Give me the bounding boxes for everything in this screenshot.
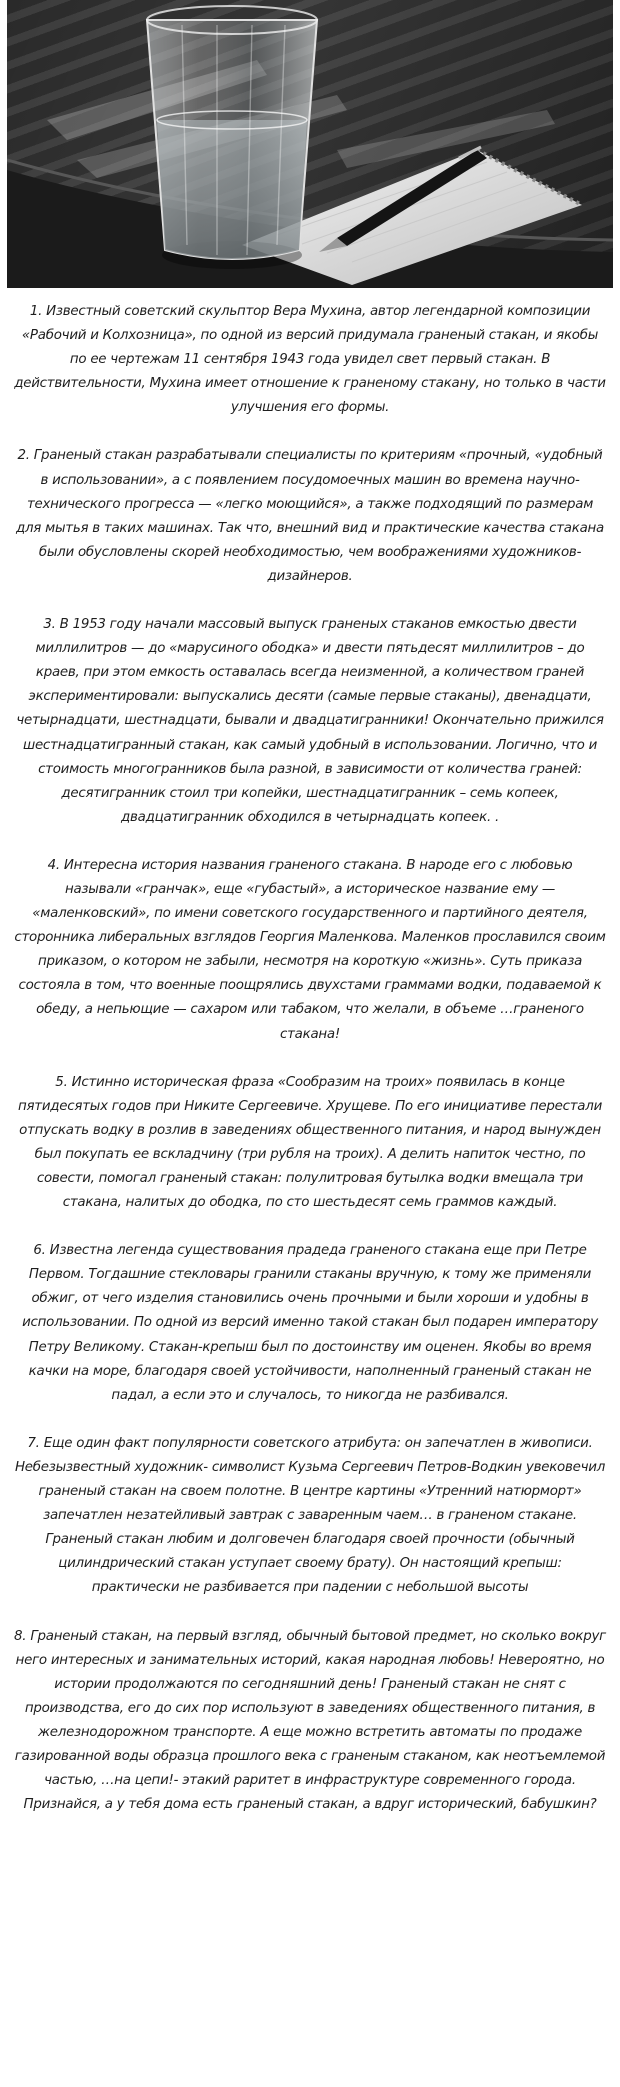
article-text: [14, 300, 606, 1817]
paragraph-2: 2. Граненый стакан разрабатывали специалисты по критериям «прочный, «удобный в использовании», а с появлением посудомоечных машин во времена научно-технического прогресса — «легко моющийся», а также подходящий по размерам для мытья в таких машинах. Так что, внешний вид и практические качества стакана были обусловлены скорей необходимостью, чем воображениями художников-дизайнеров.: [15, 448, 605, 584]
paragraph-8: 8. Граненый стакан, на первый взгляд, обычный бытовой предмет, но сколько вокруг него интересных и занимательных историй, какая народная любовь! Невероятно, но истории продолжаются по сегодняшний день! Граненый стакан не снят с производства, его до сих пор используют в заведениях общественного питания, в железнодорожном транспорте. А еще можно встретить автоматы по продаже газированной воды образца прошлого века с граненым стаканом, как неотъемлемой частью, …на цепи!- этакий раритет в инфраструктуре современного города. Признайся, а у тебя дома есть граненый стакан, а вдруг исторический, бабушкин?: [14, 1628, 606, 1813]
glass-illustration: [7, 0, 613, 288]
paragraph-3: 3. В 1953 году начали массовый выпуск граненых стаканов емкостью двести миллилитров — до «марусиного ободка» и двести пятьдесят миллилитров – до краев, при этом емкость оставалась всегда неизменной, а количеством граней экспериментировали: выпускались десяти (самые первые стаканы), двенадцати, четырнадцати, шестнадцати, бывали и двадцатигранники! Окончательно прижился шестнадцатигранный стакан, как самый удобный в использовании. Логично, что и стоимость многогранников была разной, в зависимости от количества граней: десятигранник стоил три копейки, шестнадцатигранник – семь копеек, двадцатигранник обходился в четырнадцать копеек. .: [16, 617, 604, 825]
paragraph-6: 6. Известна легенда существования прадеда граненого стакана еще при Петре Первом. Тогдашние стекловары гранили стаканы вручную, к тому же применяли обжиг, от чего изделия становились очень прочными и были хороши и удобны в использовании. По одной из версий именно такой стакан был подарен императору Петру Великому. Стакан-крепыш был по достоинству им оценен. Якобы во время качки на море, благодаря своей устойчивости, наполненный граненый стакан не падал, а если это и случалось, то никогда не разбивался.: [22, 1243, 598, 1403]
paragraph-5: 5. Истинно историческая фраза «Сообразим на троих» появилась в конце пятидесятых годов при Никите Сергеевиче. Хрущеве. По его инициативе перестали отпускать водку в розлив в заведениях общественного питания, и народ вынужден был покупать ее вскладчину (три рубля на троих). А делить напиток честно, по совести, помогал граненый стакан: полулитровая бутылка водки вмещала три стакана, налитых до ободка, по сто шестьдесят семь граммов каждый.: [17, 1074, 603, 1211]
paragraph-7: 7. Еще один факт популярности советского атрибута: он запечатлен в живописи. Небезызвестный художник- символист Кузьма Сергеевич Петров-Водкин увековечил граненый стакан на своем полотне. В центре картины «Утренний натюрморт» запечатлен незатейливый завтрак с заваренным чаем… в граненом стакане. Граненый стакан любим и долговечен благодаря своей прочности (обычный цилиндрический стакан уступает своему брату). Он настоящий крепыш: практически не разбивается при падении с небольшой высоты: [14, 1435, 606, 1596]
paragraph-4: 4. Интересна история названия граненого стакана. В народе его с любовью называли «гранчак», еще «губастый», а историческое название ему — «маленковский», по имени советского государственного и партийного деятеля, сторонника либеральных взглядов Георгия Маленкова. Маленков прославился своим приказом, о котором не забыли, несмотря на короткую «жизнь». Суть приказа состояла в том, что военные поощрялись двухстами граммами водки, подаваемой к обеду, а непьющие — сахаром или табаком, что желали, в объеме …граненого стакана!: [14, 857, 606, 1042]
glass-shape: [147, 6, 317, 269]
paragraph-1: 1. Известный советский скульптор Вера Мухина, автор легендарной композиции «Рабочий и Колхозница», по одной из версий придумала граненый стакан, и якобы по ее чертежам 11 сентября 1943 года увидел свет первый стакан. В действительности, Мухина имеет отношение к граненому стакану, но только в части улучшения его формы.: [14, 304, 606, 416]
hero-photo: [7, 0, 613, 288]
